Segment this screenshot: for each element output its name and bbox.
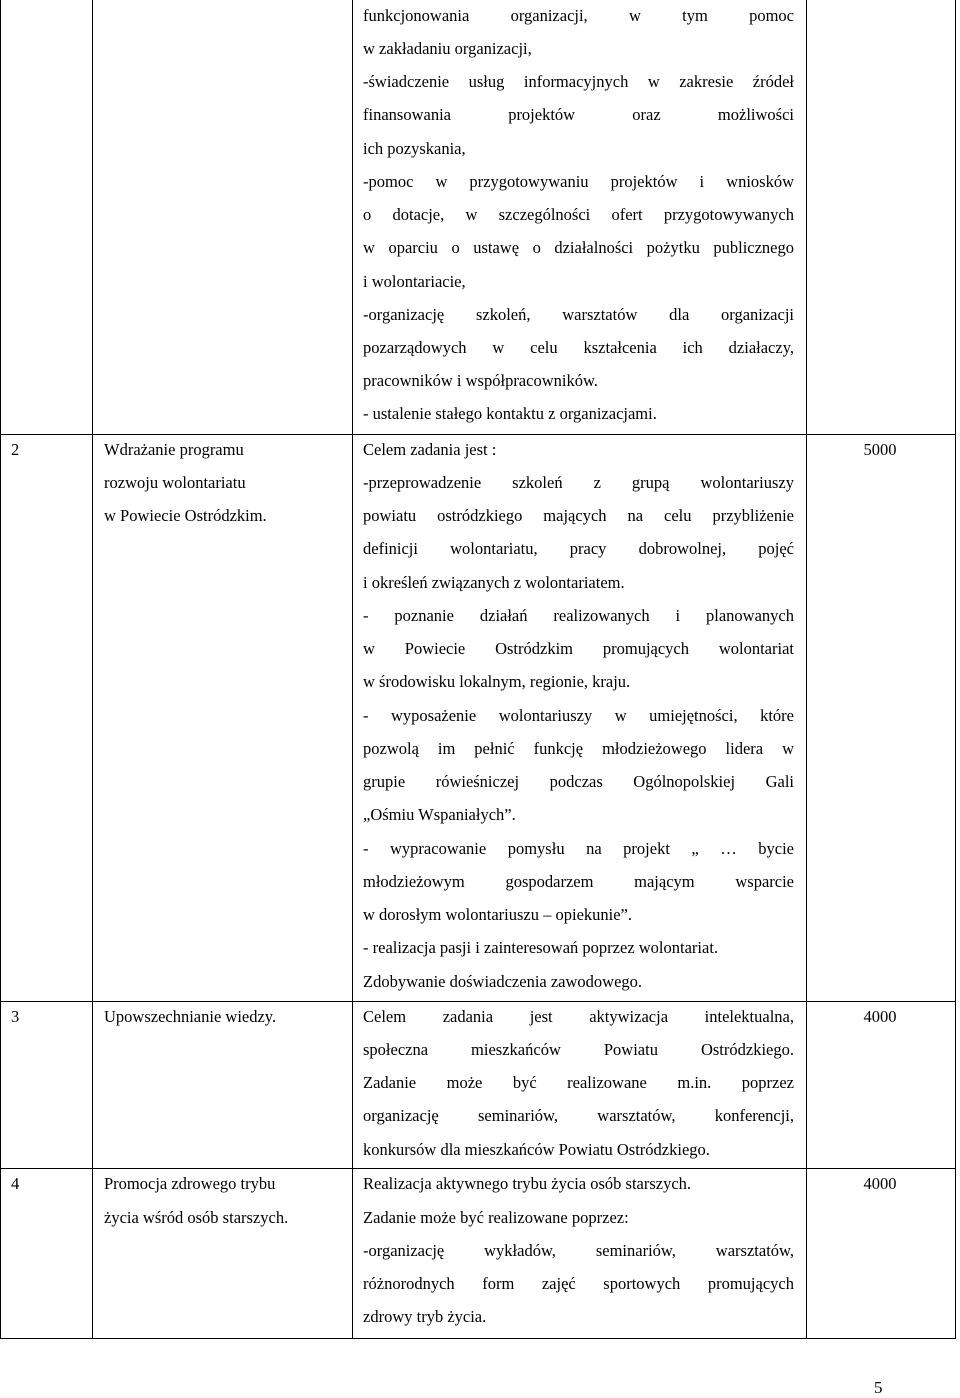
desc-line: -organizację szkoleń, warsztatów dla organizacji: [363, 305, 794, 324]
desc-line: -świadczenie usług informacyjnych w zakresie źródeł: [363, 72, 794, 91]
desc-line: Zadanie może być realizowane m.in. poprzez: [363, 1073, 794, 1092]
desc-line: Zadanie może być realizowane poprzez:: [363, 1208, 629, 1227]
desc-line: - poznanie działań realizowanych i planowanych: [363, 606, 794, 625]
desc-line: zdrowy tryb życia.: [363, 1307, 487, 1326]
amount: 4000: [863, 1174, 897, 1193]
desc-line: w oparciu o ustawę o działalności pożytku publicznego: [363, 238, 794, 257]
desc-line: funkcjonowania organizacji, w tym pomoc: [363, 6, 794, 25]
desc-line: - wypracowanie pomysłu na projekt „ … bycie: [363, 839, 794, 858]
column-divider-3: [806, 0, 807, 1339]
desc-line: „Ośmiu Wspaniałych”.: [363, 805, 516, 824]
amount: 5000: [863, 440, 897, 459]
desc-line: Realizacja aktywnego trybu życia osób starszych.: [363, 1174, 692, 1193]
desc-line: konkursów dla mieszkańców Powiatu Ostródzkiego.: [363, 1140, 710, 1159]
row-number: 2: [11, 440, 20, 459]
desc-line: pracowników i współpracowników.: [363, 371, 598, 390]
row-divider-1: [0, 434, 956, 435]
desc-line: społeczna mieszkańców Powiatu Ostródzkiego.: [363, 1040, 794, 1059]
desc-line: o dotacje, w szczególności ofert przygotowywanych: [363, 205, 794, 224]
desc-line: -organizację wykładów, seminariów, warsztatów,: [363, 1241, 794, 1260]
task-title-line: Upowszechnianie wiedzy.: [104, 1007, 277, 1026]
desc-line: Zdobywanie doświadczenia zawodowego.: [363, 972, 643, 991]
row-number: 3: [11, 1007, 20, 1026]
table-border-bottom: [0, 1338, 956, 1339]
column-divider-1: [92, 0, 93, 1339]
desc-line: -przeprowadzenie szkoleń z grupą wolontariuszy: [363, 473, 794, 492]
desc-line: -pomoc w przygotowywaniu projektów i wniosków: [363, 172, 794, 191]
desc-line: Celem zadania jest :: [363, 440, 497, 459]
desc-line: grupie rówieśniczej podczas Ogólnopolskiej Gali: [363, 772, 794, 791]
column-divider-2: [352, 0, 353, 1339]
desc-line: powiatu ostródzkiego mających na celu przybliżenie: [363, 506, 794, 525]
desc-line: definicji wolontariatu, pracy dobrowolnej, pojęć: [363, 539, 794, 558]
row-divider-2: [0, 1001, 956, 1002]
desc-line: w dorosłym wolontariuszu – opiekunie”.: [363, 905, 632, 924]
row-divider-3: [0, 1168, 956, 1169]
desc-line: i określeń związanych z wolontariatem.: [363, 573, 625, 592]
row-number: 4: [11, 1174, 20, 1193]
desc-line: Celem zadania jest aktywizacja intelektualna,: [363, 1007, 794, 1026]
desc-line: i wolontariacie,: [363, 272, 466, 291]
table-border-right: [955, 0, 956, 1339]
desc-line: - wyposażenie wolontariuszy w umiejętności, które: [363, 706, 794, 725]
desc-line: - ustalenie stałego kontaktu z organizacjami.: [363, 404, 657, 423]
desc-line: - realizacja pasji i zainteresowań poprzez wolontariat.: [363, 938, 719, 957]
task-title-line: Wdrażanie programu: [104, 440, 244, 459]
task-title-line: życia wśród osób starszych.: [104, 1208, 289, 1227]
page-number: 5: [874, 1378, 883, 1397]
desc-line: młodzieżowym gospodarzem mającym wsparcie: [363, 872, 794, 891]
desc-line: w zakładaniu organizacji,: [363, 39, 532, 58]
amount: 4000: [863, 1007, 897, 1026]
desc-line: w środowisku lokalnym, regionie, kraju.: [363, 672, 631, 691]
task-title-line: rozwoju wolontariatu: [104, 473, 246, 492]
desc-line: finansowania projektów oraz możliwości: [363, 105, 794, 124]
desc-line: pozwolą im pełnić funkcję młodzieżowego lidera w: [363, 739, 794, 758]
task-title-line: w Powiecie Ostródzkim.: [104, 506, 267, 525]
task-title-line: Promocja zdrowego trybu: [104, 1174, 276, 1193]
desc-line: różnorodnych form zajęć sportowych promujących: [363, 1274, 794, 1293]
desc-line: w Powiecie Ostródzkim promujących wolontariat: [363, 639, 794, 658]
desc-line: organizację seminariów, warsztatów, konferencji,: [363, 1106, 794, 1125]
desc-line: pozarządowych w celu kształcenia ich działaczy,: [363, 338, 794, 357]
table-border-left: [0, 0, 1, 1339]
desc-line: ich pozyskania,: [363, 139, 466, 158]
